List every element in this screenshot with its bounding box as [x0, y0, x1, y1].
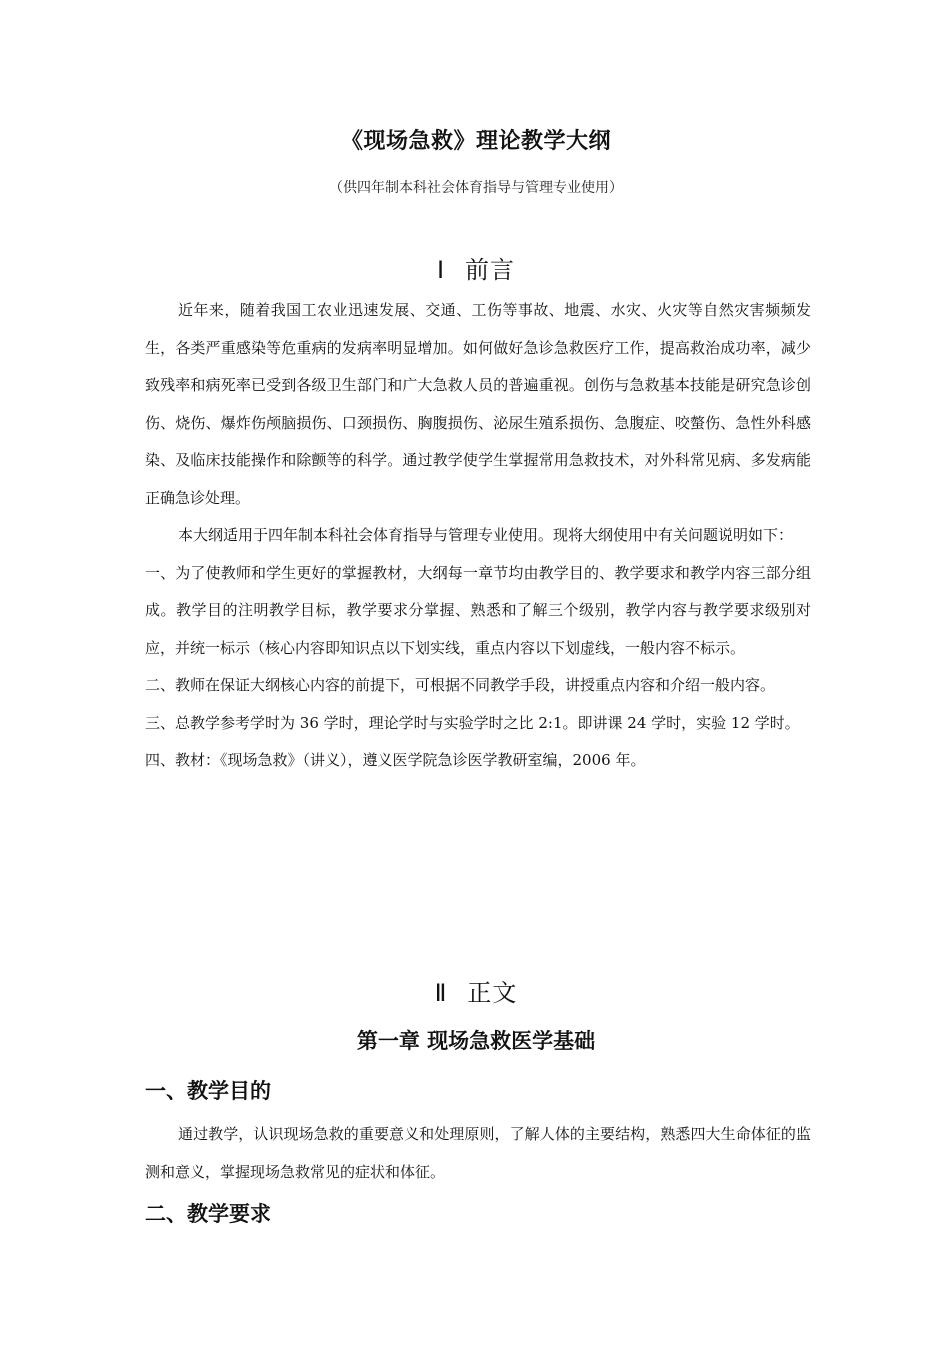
preface-note: 二、教师在保证大纲核心内容的前提下，可根据不同教学手段，讲授重点内容和介绍一般内容。 [145, 676, 776, 694]
preface-note: 三、总教学参考学时为 36 学时，理论学时与实验学时之比 2:1。即讲课 24 学时，实验 12 学时。 [145, 713, 800, 732]
main-text-heading-text: 正文 [467, 979, 518, 1007]
chapter-title: 第一章 现场急救医学基础 [356, 1029, 596, 1053]
section-heading-teaching-purpose: 一、教学目的 [145, 1079, 271, 1103]
preface-heading [0, 250, 952, 285]
main-text-heading [0, 973, 952, 1008]
teaching-purpose-body [145, 1116, 811, 1191]
preface-paragraph: 本大纲适用于四年制本科社会体育指导与管理专业使用。现将大纲使用中有关问题说明如下： [178, 526, 794, 544]
preface-numeral: Ⅰ [436, 256, 446, 284]
preface-body [145, 292, 811, 780]
document-subtitle: （供四年制本科社会体育指导与管理专业使用） [329, 180, 623, 196]
preface-note: 一、为了使教师和学生更好的掌握教材，大纲每一章节均由教学目的、教学要求和教学内容三部分组成。教学目的注明教学目标，教学要求分掌握、熟悉和了解三个级别，教学内容与教学要求级别对应，并统一标示（核心内容即知识点以下划实线，重点内容以下划虚线，一般内容不标示。 [145, 563, 811, 657]
preface-note: 四、教材：《现场急救》（讲义），遵义医学院急诊医学教研室编，2006 年。 [145, 751, 646, 769]
section-heading-teaching-requirements: 二、教学要求 [145, 1202, 271, 1226]
main-text-numeral: Ⅱ [434, 979, 448, 1007]
preface-paragraph: 近年来，随着我国工农业迅速发展、交通、工伤等事故、地震、水灾、火灾等自然灾害频频发生，各类严重感染等危重病的发病率明显增加。如何做好急诊急救医疗工作，提高救治成功率，减少致残率和病死率已受到各级卫生部门和广大急救人员的普遍重视。创伤与急救基本技能是研究急诊创伤、烧伤、爆炸伤颅脑损伤、口颈损伤、胸腹损伤、泌尿生殖系损伤、急腹症、咬螫伤、急性外科感染、及临床技能操作和除颤等的科学。通过教学使学生掌握常用急救技术，对外科常见病、多发病能正确急诊处理。 [145, 301, 811, 507]
preface-heading-text: 前言 [465, 256, 516, 284]
teaching-purpose-paragraph: 通过教学，认识现场急救的重要意义和处理原则，了解人体的主要结构，熟悉四大生命体征的监测和意义，掌握现场急救常见的症状和体征。 [145, 1125, 811, 1181]
document-title: 《现场急救》理论教学大纲 [340, 129, 611, 154]
